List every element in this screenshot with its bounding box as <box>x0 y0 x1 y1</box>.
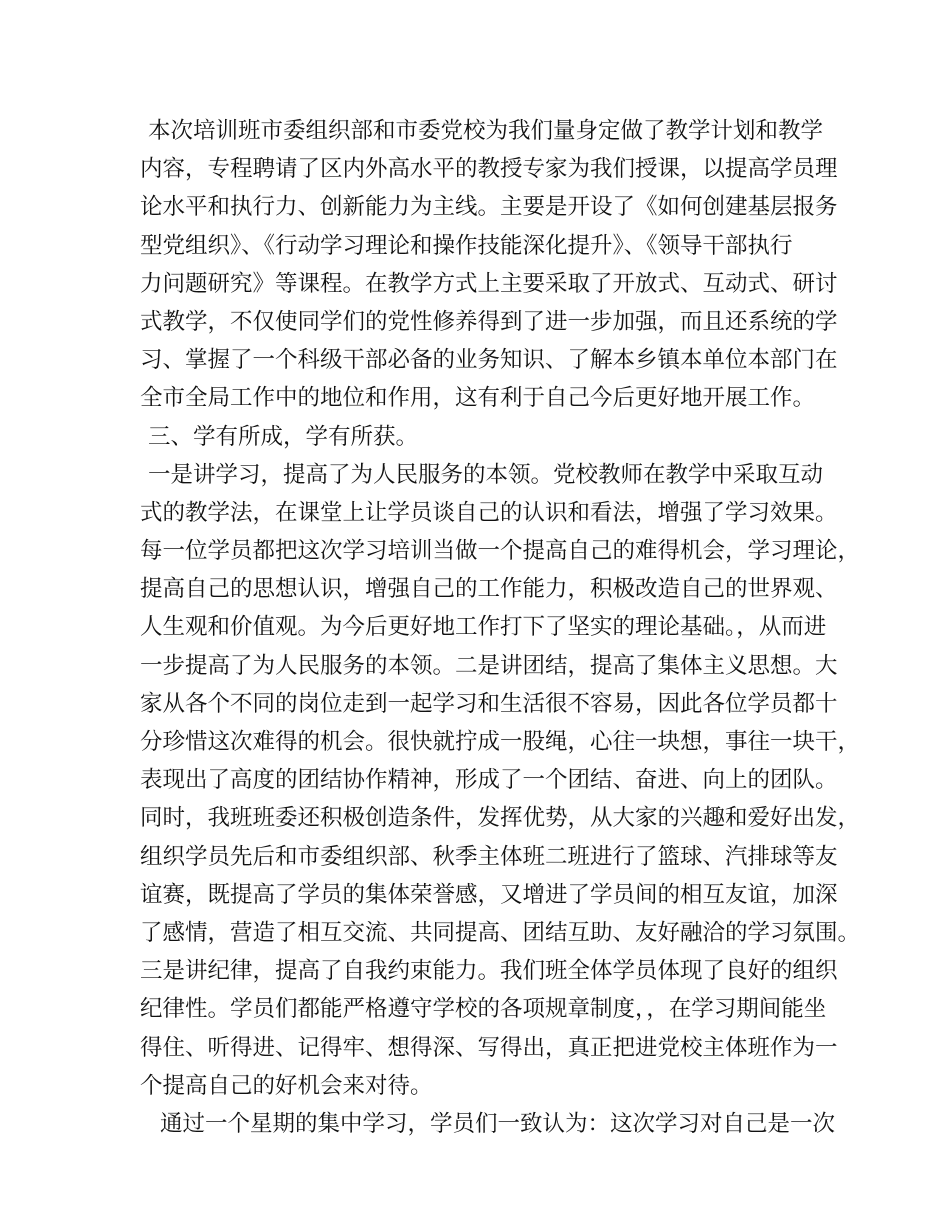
text-line: 纪律性。学员们都能严格遵守学校的各项规章制度，，在学习期间能坐 <box>140 996 827 1023</box>
text-line: 个提高自己的好机会来对待。 <box>140 1072 433 1099</box>
text-line: 一步提高了为人民服务的本领。二是讲团结，提高了集体主义思想。大 <box>140 652 838 679</box>
text-line: 了感情，营造了相互交流、共同提高、团结互助、友好融洽的学习氛围。 <box>140 919 861 946</box>
text-line: 式教学，不仅使同学们的党性修养得到了进一步加强，而且还系统的学 <box>140 308 838 335</box>
text-line: 得住、听得进、记得牢、想得深、写得出，真正把进党校主体班作为一 <box>140 1034 838 1061</box>
section-heading: 三、学有所成，学有所获。 <box>148 423 419 450</box>
text-line: 式的教学法，在课堂上让学员谈自己的认识和看法，增强了学习效果。 <box>140 499 838 526</box>
text-line: 三是讲纪律，提高了自我约束能力。我们班全体学员体现了良好的组织 <box>140 958 838 985</box>
text-line: 同时，我班班委还积极创造条件，发挥优势，从大家的兴趣和爱好出发， <box>140 805 861 832</box>
text-line: 表现出了高度的团结协作精神，形成了一个团结、奋进、向上的团队。 <box>140 767 838 794</box>
text-line: 力问题研究》等课程。在教学方式上主要采取了开放式、互动式、研讨 <box>140 270 838 297</box>
text-line: 家从各个不同的岗位走到一起学习和生活很不容易，因此各位学员都十 <box>140 690 838 717</box>
text-line: 谊赛，既提高了学员的集体荣誉感，又增进了学员间的相互友谊，加深 <box>140 881 838 908</box>
document-body <box>140 112 861 1143</box>
text-line: 论水平和执行力、创新能力为主线。主要是开设了《如何创建基层报务 <box>140 194 838 221</box>
text-line: 人生观和价值观。为今后更好地工作打下了坚实的理论基础。，从而进 <box>140 614 827 641</box>
text-line: 型党组织》、《行动学习理论和操作技能深化提升》、《领导干部执行 <box>140 232 793 259</box>
text-line: 内容，专程聘请了区内外高水平的教授专家为我们授课，以提高学员理 <box>140 156 838 183</box>
text-line: 全市全局工作中的地位和作用，这有利于自己今后更好地开展工作。 <box>140 385 816 412</box>
text-line: 提高自己的思想认识，增强自己的工作能力，积极改造自己的世界观、 <box>140 576 838 603</box>
text-line: 一是讲学习，提高了为人民服务的本领。党校教师在教学中采取互动 <box>148 461 824 488</box>
text-line: 分珍惜这次难得的机会。很快就拧成一股绳，心往一块想，事往一块干， <box>140 729 861 755</box>
text-line: 习、掌握了一个科级干部必备的业务知识、了解本乡镇本单位本部门在 <box>140 347 838 374</box>
text-line: 组织学员先后和市委组织部、秋季主体班二班进行了篮球、汽排球等友 <box>140 843 838 870</box>
text-line: 通过一个星期的集中学习，学员们一致认为：这次学习对自己是一次 <box>160 1110 836 1137</box>
text-line: 本次培训班市委组织部和市委党校为我们量身定做了教学计划和教学 <box>148 118 824 144</box>
text-line: 每一位学员都把这次学习培训当做一个提高自己的难得机会，学习理论， <box>140 538 861 565</box>
